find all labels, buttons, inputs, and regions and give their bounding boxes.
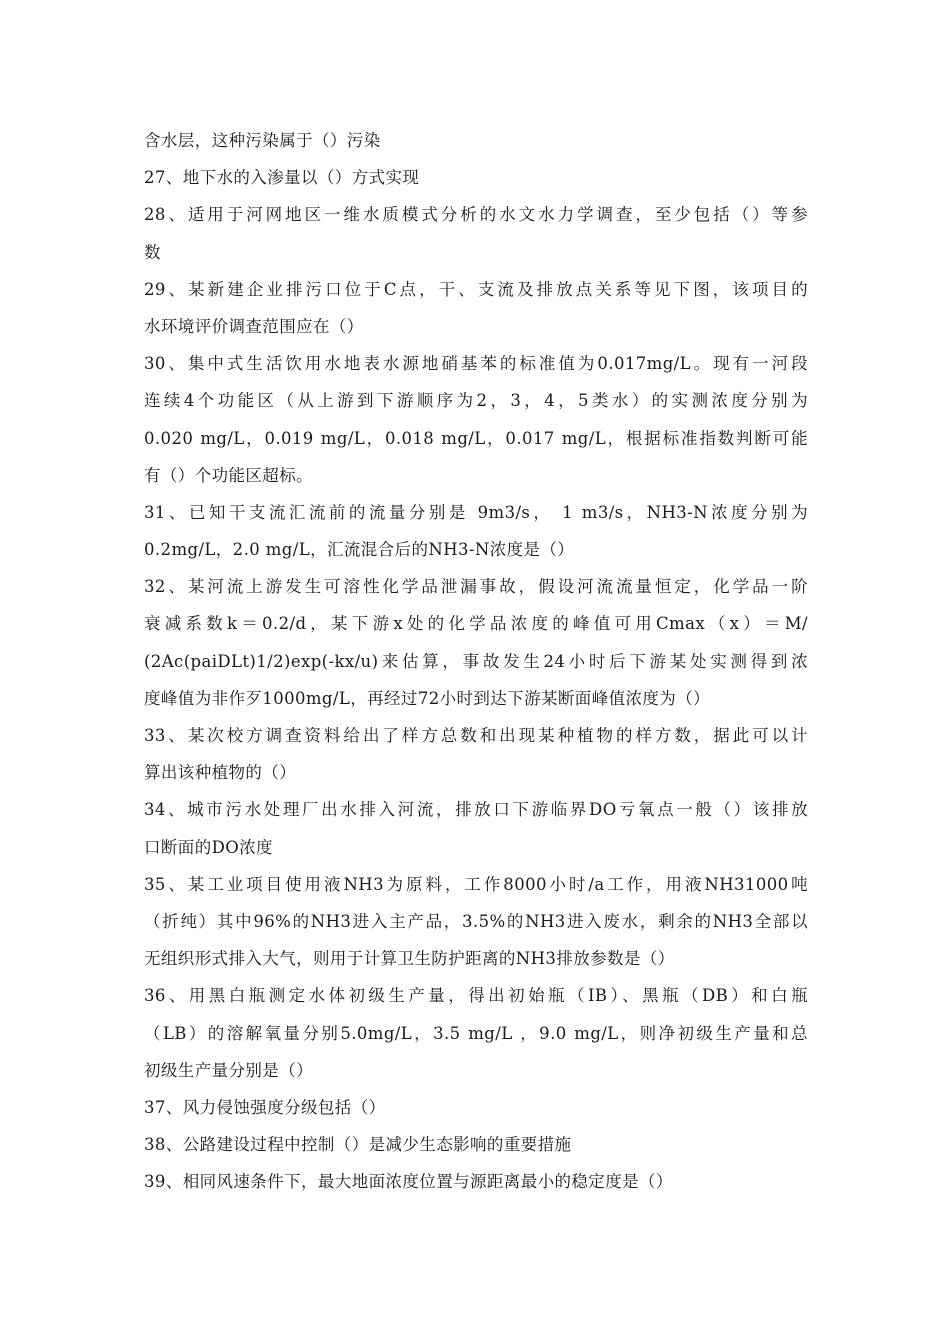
text-line: 31、已知干支流汇流前的流量分别是 9m3/s， 1 m3/s，NH3-N浓度分别为 <box>144 502 808 522</box>
text-line: 水环境评价调查范围应在（） <box>144 316 364 336</box>
text-line: 度峰值为非作歹1000mg/L，再经过72小时到达下游某断面峰值浓度为（） <box>144 688 711 708</box>
text-line: 连续4个功能区（从上游到下游顺序为2，3，4，5类水）的实测浓度分别为 <box>144 391 808 411</box>
text-line: 0.020 mg/L，0.019 mg/L，0.018 mg/L，0.017 mg/L，根据标准指数判断可能 <box>144 428 808 448</box>
text-line: 30、集中式生活饮用水地表水源地硝基苯的标准值为0.017mg/L。现有一河段 <box>144 354 808 374</box>
text-line: （折纯）其中96%的NH3进入主产品，3.5%的NH3进入废水，剩余的NH3全部以 <box>144 911 808 931</box>
text-line: 0.2mg/L，2.0 mg/L，汇流混合后的NH3-N浓度是（） <box>144 540 575 560</box>
text-line: 33、某次校方调查资料给出了样方总数和出现某种植物的样方数，据此可以计 <box>144 726 808 745</box>
document-body <box>144 122 808 1200</box>
text-line: 37、风力侵蚀强度分级包括（） <box>144 1097 386 1117</box>
text-line: 有（）个功能区超标。 <box>144 465 313 485</box>
text-line: 38、公路建设过程中控制（）是减少生态影响的重要措施 <box>144 1135 572 1155</box>
text-line: 口断面的DO浓度 <box>144 837 273 857</box>
text-line: 初级生产量分别是（） <box>144 1060 313 1080</box>
text-line: 衰减系数k＝0.2/d，某下游x处的化学品浓度的峰值可用Cmax（x）＝M/ <box>144 614 808 634</box>
text-line: 36、用黑白瓶测定水体初级生产量，得出初始瓶（IB）、黑瓶（DB）和白瓶 <box>144 986 808 1006</box>
text-line: 无组织形式排入大气，则用于计算卫生防护距离的NH3排放参数是（） <box>144 949 675 969</box>
text-line: (2Ac(paiDLt)1/2)exp(-kx/u)来估算，事故发生24小时后下游某处实测得到浓 <box>144 651 808 671</box>
text-line: 含水层，这种污染属于（）污染 <box>144 131 381 150</box>
text-line: 27、地下水的入渗量以（）方式实现 <box>144 168 420 188</box>
text-line: 34、城市污水处理厂出水排入河流，排放口下游临界DO亏氧点一般（）该排放 <box>144 800 808 820</box>
text-line: 35、某工业项目使用液NH3为原料，工作8000小时/a工作，用液NH31000吨 <box>144 874 808 894</box>
text-line: 算出该种植物的（） <box>144 763 297 783</box>
text-line: （LB）的溶解氧量分别5.0mg/L，3.5 mg/L ，9.0 mg/L，则净初级生产量和总 <box>144 1023 808 1043</box>
text-line: 数 <box>144 242 161 262</box>
text-line: 39、相同风速条件下，最大地面浓度位置与源距离最小的稳定度是（） <box>144 1172 673 1192</box>
text-line: 28、适用于河网地区一维水质模式分析的水文水力学调查，至少包括（）等参 <box>144 205 808 225</box>
text-line: 32、某河流上游发生可溶性化学品泄漏事故，假设河流流量恒定，化学品一阶 <box>144 577 808 597</box>
text-line: 29、某新建企业排污口位于C点，干、支流及排放点关系等见下图，该项目的 <box>144 279 808 299</box>
